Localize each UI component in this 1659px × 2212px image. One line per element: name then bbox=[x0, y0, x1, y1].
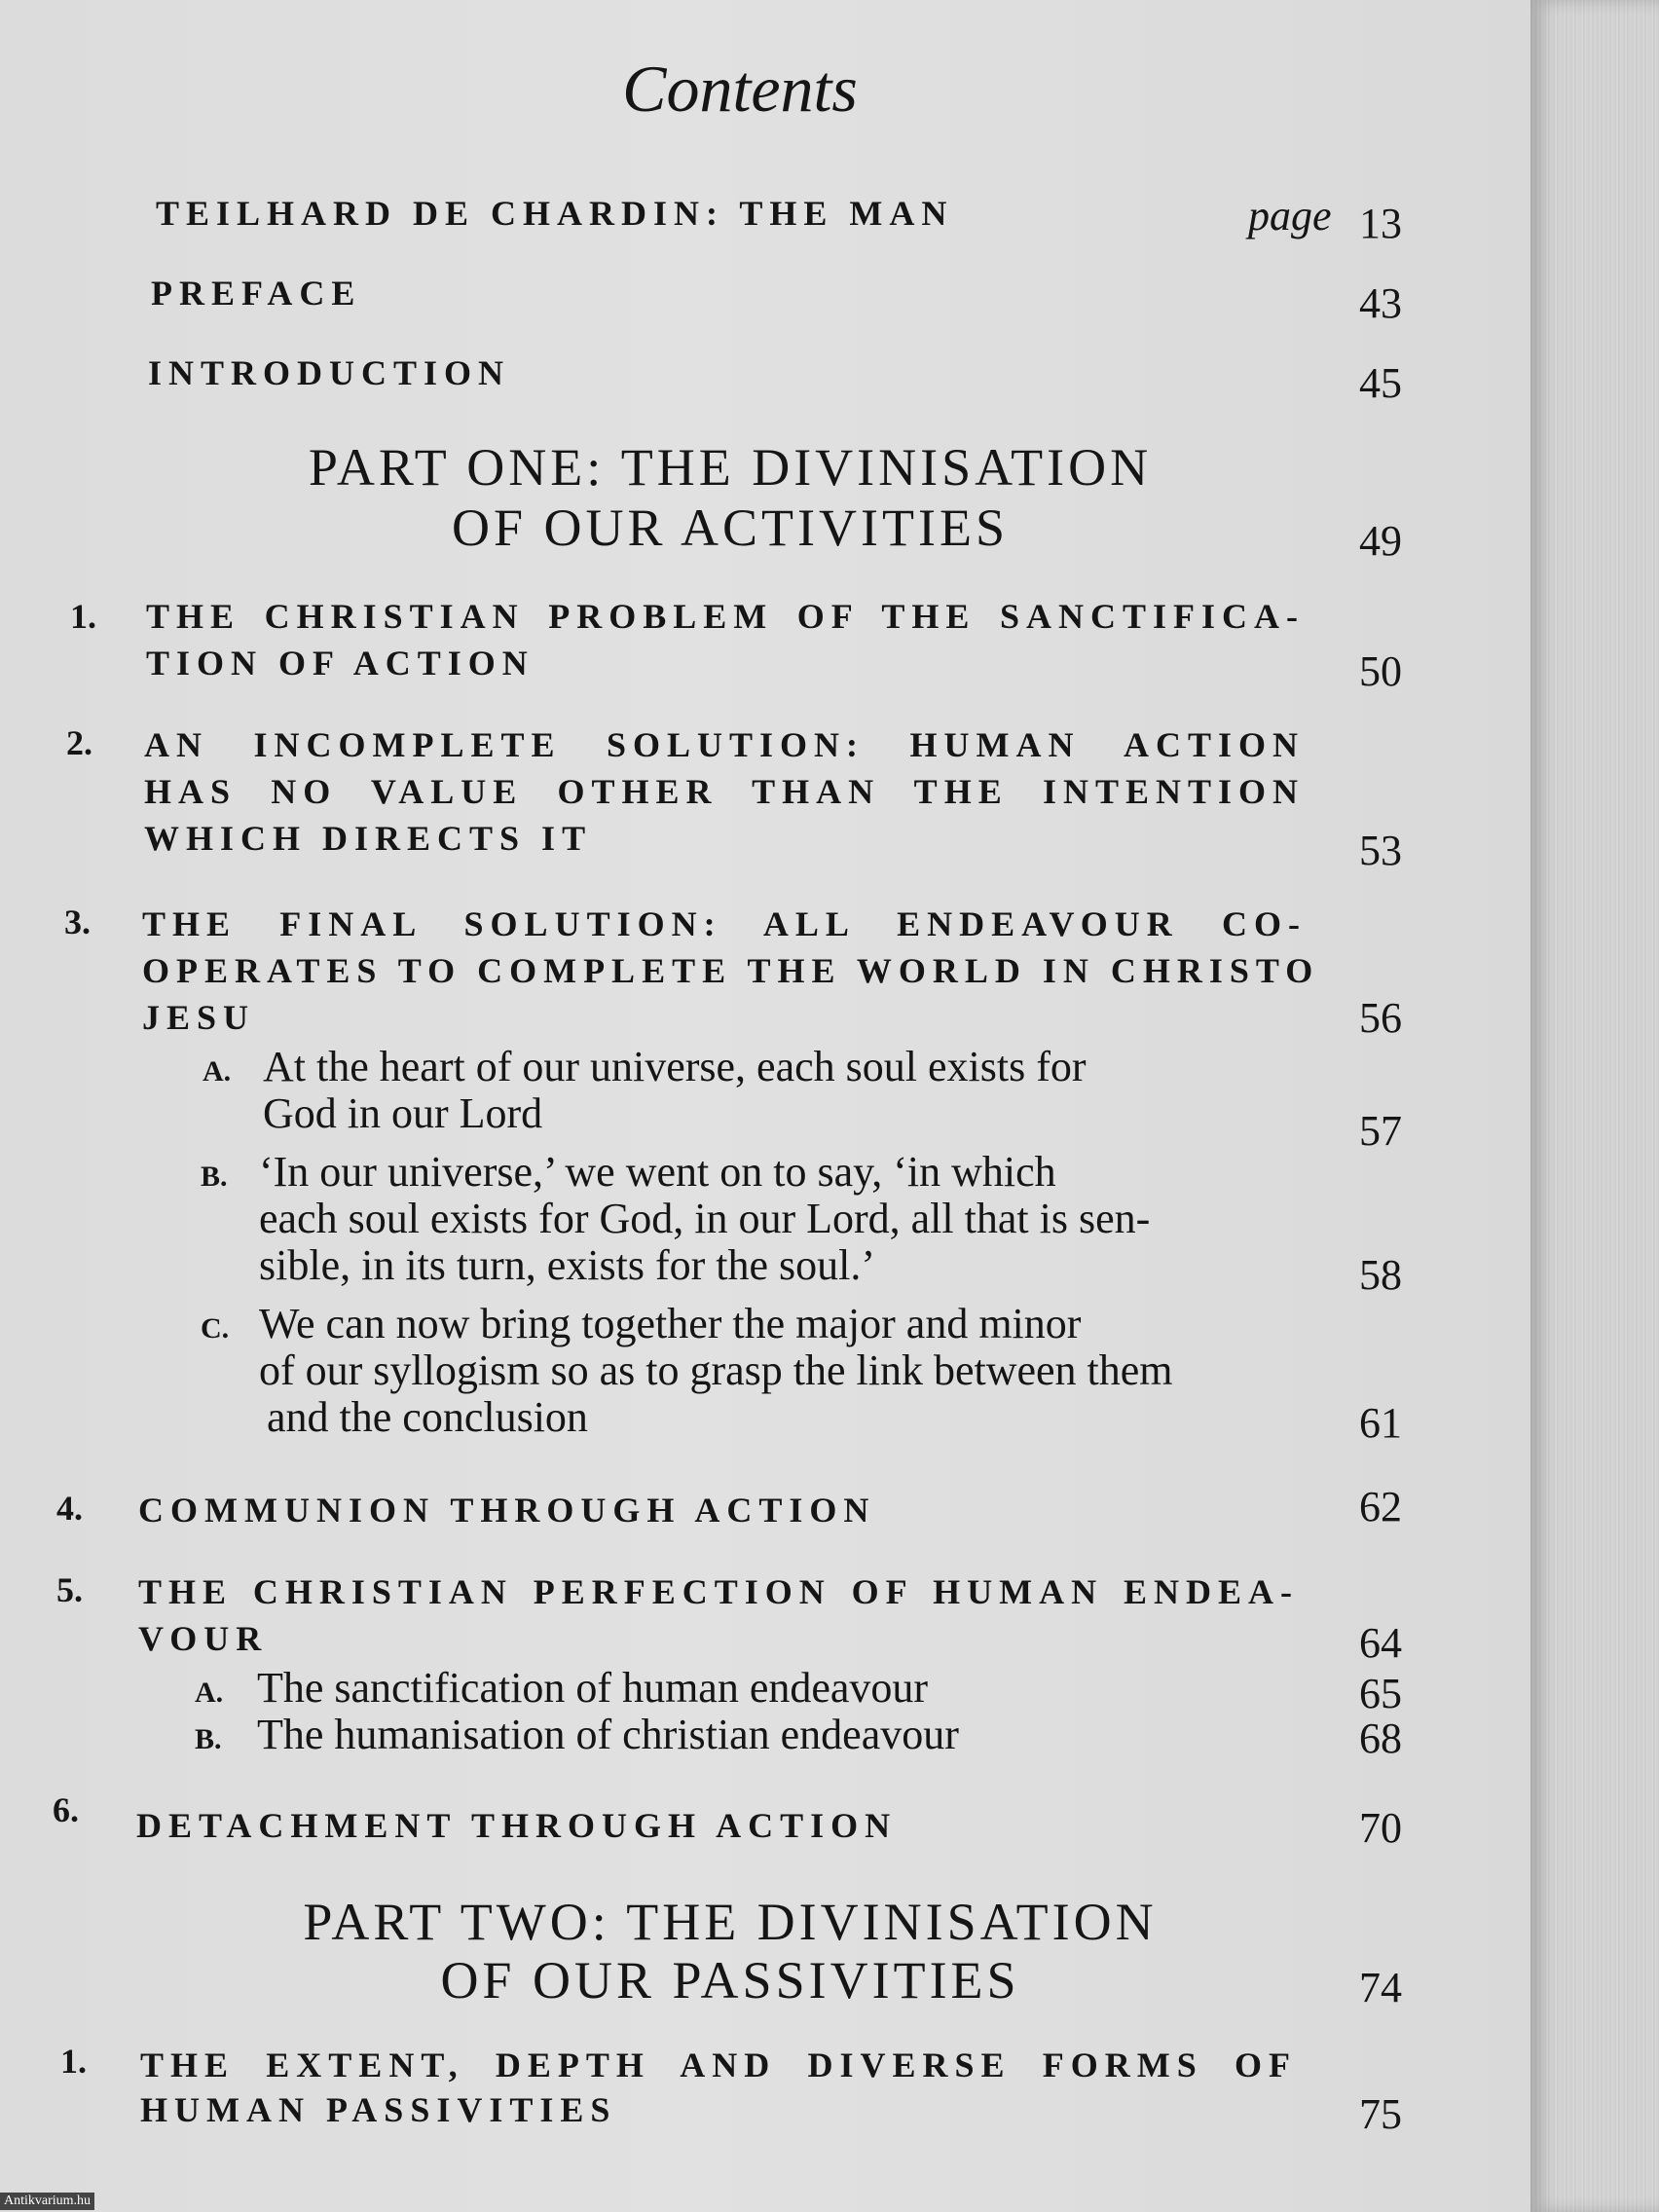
p2-item-1-number: 1. bbox=[60, 2042, 87, 2081]
item-2-line3: WHICH DIRECTS IT bbox=[144, 819, 593, 858]
page-edge bbox=[1530, 0, 1659, 2212]
sub-3c-line3: and the conclusion bbox=[267, 1393, 588, 1441]
item-5-line2: VOUR bbox=[138, 1619, 269, 1658]
part-two-page: 74 bbox=[1359, 1964, 1402, 2011]
item-1-page: 50 bbox=[1359, 647, 1402, 695]
p2-item-1-line2: HUMAN PASSIVITIES bbox=[140, 2090, 617, 2129]
item-3-page: 56 bbox=[1359, 994, 1402, 1042]
item-4-number: 4. bbox=[56, 1489, 83, 1528]
part-two-line1: PART TWO: THE DIVINISATION bbox=[303, 1893, 1158, 1951]
page-word: page bbox=[1248, 192, 1332, 240]
item-1-number: 1. bbox=[70, 597, 96, 636]
sub-3a-letter: A. bbox=[203, 1055, 232, 1088]
front-page-3: 45 bbox=[1359, 359, 1402, 407]
sub-3c-line1: We can now bring together the major and minor bbox=[259, 1300, 1082, 1347]
sub-5a-line1: The sanctification of human endeavour bbox=[257, 1664, 929, 1712]
sub-3a-line2: God in our Lord bbox=[263, 1089, 543, 1137]
item-6-line1: DETACHMENT THROUGH ACTION bbox=[136, 1806, 898, 1845]
item-6-number: 6. bbox=[53, 1790, 79, 1829]
item-2-line2: HAS NO VALUE OTHER THAN THE INTENTION bbox=[144, 772, 1305, 811]
item-1-line1: THE CHRISTIAN PROBLEM OF THE SANCTIFICA- bbox=[146, 597, 1305, 636]
item-6-page: 70 bbox=[1359, 1804, 1402, 1852]
front-label-2: PREFACE bbox=[151, 274, 362, 313]
item-2-number: 2. bbox=[66, 723, 92, 762]
part-one-line1: PART ONE: THE DIVINISATION bbox=[308, 438, 1153, 497]
sub-5b-letter: B. bbox=[195, 1723, 222, 1755]
item-5-line1: THE CHRISTIAN PERFECTION OF HUMAN ENDEA- bbox=[138, 1572, 1299, 1611]
item-3-line3: JESU bbox=[142, 998, 256, 1037]
item-4-line1: COMMUNION THROUGH ACTION bbox=[138, 1491, 876, 1530]
item-1-line2: TION OF ACTION bbox=[146, 644, 535, 682]
item-2-line1: AN INCOMPLETE SOLUTION: HUMAN ACTION bbox=[144, 725, 1305, 764]
sub-3b-line1: ‘In our universe,’ we went on to say, ‘in which bbox=[259, 1148, 1056, 1196]
sub-5b-line1: The humanisation of christian endeavour bbox=[257, 1711, 959, 1758]
sub-3a-line1: At the heart of our universe, each soul exists for bbox=[263, 1043, 1087, 1090]
front-label-1: TEILHARD DE CHARDIN: THE MAN bbox=[156, 194, 954, 233]
item-3-line1: THE FINAL SOLUTION: ALL ENDEAVOUR CO- bbox=[142, 904, 1307, 943]
p2-item-1-line1: THE EXTENT, DEPTH AND DIVERSE FORMS OF bbox=[140, 2046, 1297, 2084]
sub-3c-page: 61 bbox=[1359, 1399, 1402, 1447]
front-page-2: 43 bbox=[1359, 279, 1402, 327]
item-4-page: 62 bbox=[1359, 1483, 1402, 1530]
sub-3b-page: 58 bbox=[1359, 1251, 1402, 1299]
sub-5a-page: 65 bbox=[1359, 1670, 1402, 1717]
part-one-line2: OF OUR ACTIVITIES bbox=[451, 498, 1009, 557]
sub-3c-line2: of our syllogism so as to grasp the link between them bbox=[259, 1346, 1173, 1394]
item-2-page: 53 bbox=[1359, 827, 1402, 874]
sub-3b-letter: B. bbox=[201, 1161, 228, 1193]
front-label-3: INTRODUCTION bbox=[148, 353, 511, 392]
item-3-line2: OPERATES TO COMPLETE THE WORLD IN CHRISTO bbox=[142, 951, 1320, 990]
item-5-number: 5. bbox=[56, 1570, 83, 1609]
sub-3a-page: 57 bbox=[1359, 1107, 1402, 1155]
part-one-page: 49 bbox=[1359, 517, 1402, 565]
item-5-page: 64 bbox=[1359, 1619, 1402, 1667]
sub-3b-line3: sible, in its turn, exists for the soul.’ bbox=[259, 1241, 876, 1289]
sub-3c-letter: C. bbox=[201, 1312, 230, 1345]
part-two-line2: OF OUR PASSIVITIES bbox=[440, 1951, 1020, 2009]
sub-3b-line2: each soul exists for God, in our Lord, all that is sen- bbox=[259, 1195, 1151, 1242]
front-page-1: 13 bbox=[1359, 200, 1402, 247]
sub-5a-letter: A. bbox=[195, 1677, 224, 1709]
watermark: Antikvarium.hu bbox=[0, 2193, 94, 2210]
item-3-number: 3. bbox=[64, 903, 91, 941]
page-title: Contents bbox=[622, 52, 858, 126]
p2-item-1-page: 75 bbox=[1359, 2090, 1402, 2138]
sub-5b-page: 68 bbox=[1359, 1714, 1402, 1762]
